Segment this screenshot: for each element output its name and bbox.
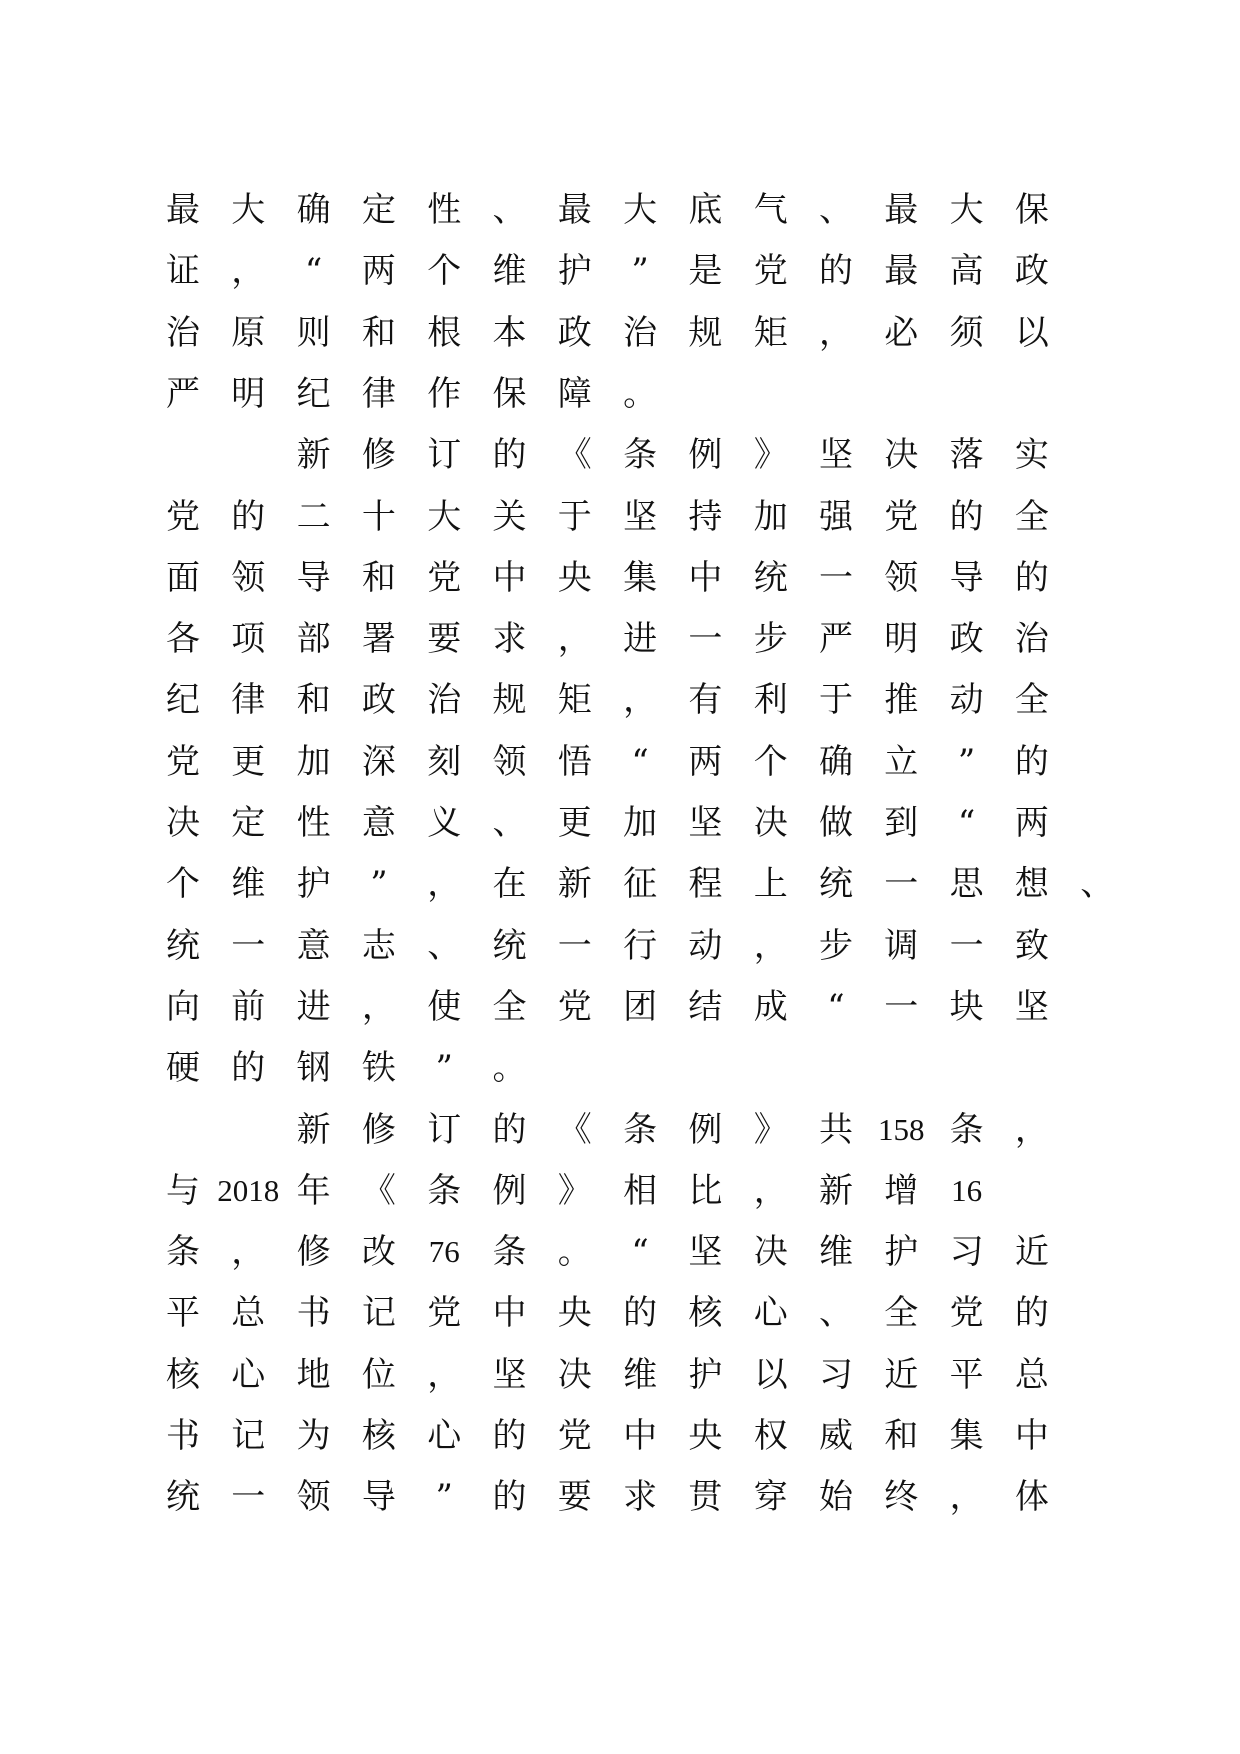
text-line: 党 的 二 十 大 关 于 坚 持 加 强 党 的 全 — [166, 496, 1049, 537]
text-line: 条 ， 修 改 76 条 。 “ 坚 决 维 护 习 近 — [166, 1232, 1049, 1273]
text-line: 证 ， “ 两 个 维 护 ” 是 党 的 最 高 政 — [166, 251, 1049, 292]
text-line: 决 定 性 意 义 、 更 加 坚 决 做 到 “ 两 — [166, 803, 1049, 843]
text-line: 纪 律 和 政 治 规 矩 ， 有 利 于 推 动 全 — [166, 680, 1049, 721]
text-line: 硬 的 钢 铁 ” 。 — [166, 1048, 527, 1089]
text-line: 向 前 进 ， 使 全 党 团 结 成 “ 一 块 坚 — [166, 986, 1049, 1027]
text-line: 面 领 导 和 党 中 央 集 中 统 一 领 导 的 — [166, 557, 1049, 598]
text-line: 统 一 意 志 、 统 一 行 动 ， 步 调 一 致 — [166, 925, 1049, 966]
text-line: 新 修 订 的 《 条 例 》 共 158 条 ， — [296, 1109, 1049, 1150]
text-line: 平 总 书 记 党 中 央 的 核 心 、 全 党 的 — [166, 1293, 1049, 1334]
text-line: 核 心 地 位 ， 坚 决 维 护 以 习 近 平 总 — [166, 1354, 1049, 1395]
text-line: 新 修 订 的 《 条 例 》 坚 决 落 实 — [296, 435, 1049, 476]
text-line: 统 一 领 导 ” 的 要 求 贯 穿 始 终 ， 体 — [166, 1477, 1049, 1518]
text-line: 严 明 纪 律 作 保 障 。 — [166, 373, 658, 414]
text-line: 与 2018 年 《 条 例 》 相 比 ， 新 增 16 — [166, 1170, 983, 1211]
text-line: 书 记 为 核 心 的 党 中 央 权 威 和 集 中 — [166, 1416, 1049, 1456]
text-line: 各 项 部 署 要 求 ， 进 一 步 严 明 政 治 — [166, 619, 1049, 660]
text-line: 治 原 则 和 根 本 政 治 规 矩 ， 必 须 以 — [166, 312, 1049, 353]
text-line: 个 维 护 ” ， 在 新 征 程 上 统 一 思 想 、 — [166, 864, 1115, 905]
text-line: 最 大 确 定 性 、 最 大 底 气 、 最 大 保 — [166, 190, 1049, 230]
text-line: 党 更 加 深 刻 领 悟 “ 两 个 确 立 ” 的 — [166, 741, 1049, 782]
